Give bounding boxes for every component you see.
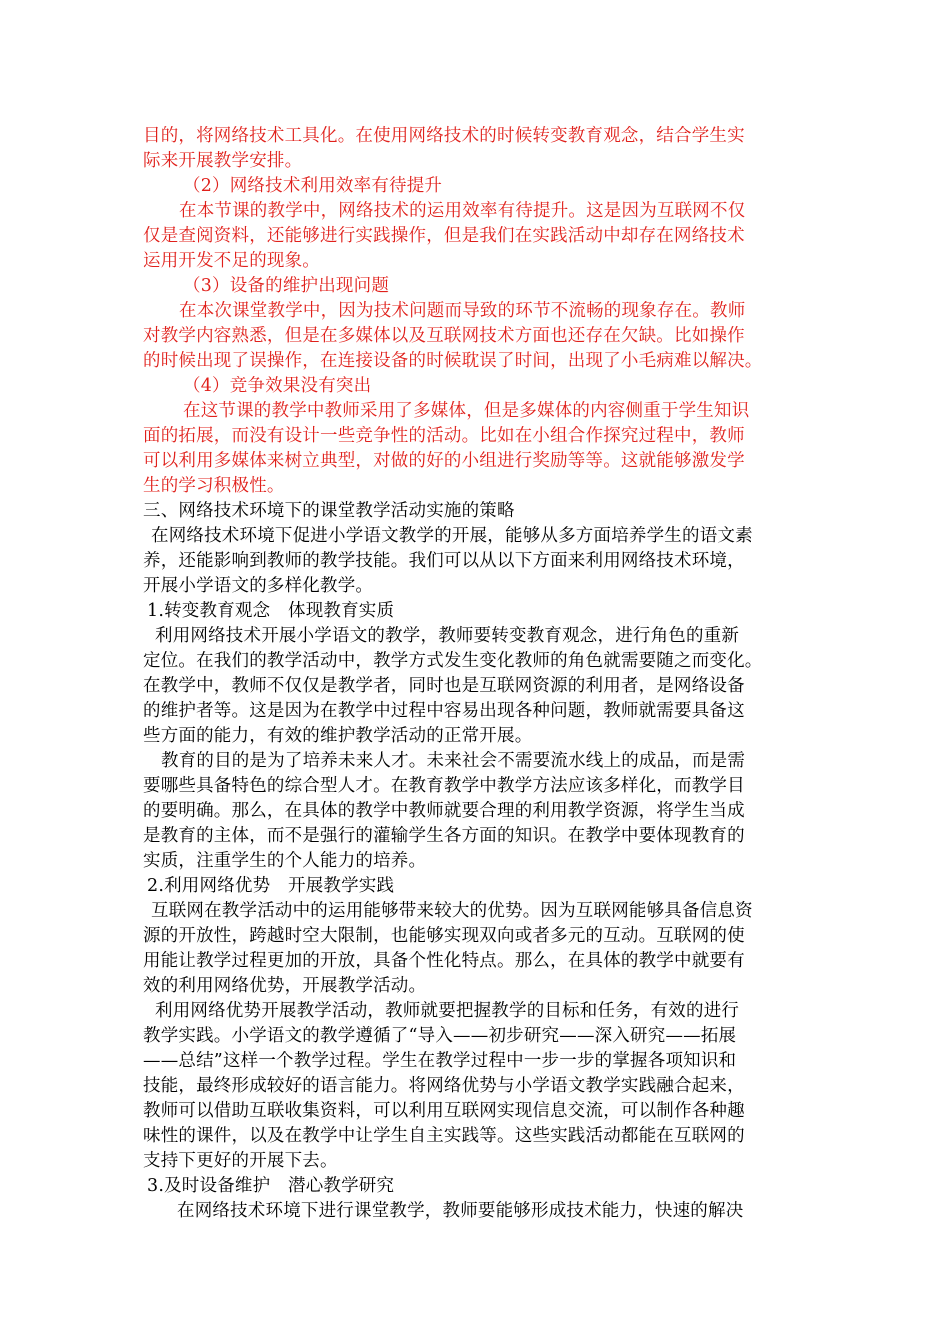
text-line: 教学实践。小学语文的教学遵循了“导入——初步研究——深入研究——拓展 <box>143 1026 737 1046</box>
text-line: 效的利用网络优势，开展教学活动。 <box>143 976 427 996</box>
text-line: 的维护者等。这是因为在教学中过程中容易出现各种问题，教师就需要具备这 <box>143 701 745 721</box>
text-line: 定位。在我们的教学活动中，教学方式发生变化教师的角色就需要随之而变化。 <box>143 651 763 671</box>
text-line: 互联网在教学活动中的运用能够带来较大的优势。因为互联网能够具备信息资 <box>151 901 753 921</box>
text-line: 味性的课件，以及在教学中让学生自主实践等。这些实践活动都能在互联网的 <box>143 1126 745 1146</box>
text-line: 在网络技术环境下进行课堂教学，教师要能够形成技术能力，快速的解决 <box>177 1201 744 1221</box>
text-line: 些方面的能力，有效的维护教学活动的正常开展。 <box>143 726 533 746</box>
text-line: 际来开展教学安排。 <box>143 151 303 171</box>
text-line: 教师可以借助互联收集资料，可以利用互联网实现信息交流，可以制作各种趣 <box>143 1101 745 1121</box>
text-line: 教育的目的是为了培养未来人才。未来社会不需要流水线上的成品，而是需 <box>161 751 746 771</box>
text-line: 2.利用网络优势 开展教学实践 <box>147 876 395 896</box>
text-line: 在网络技术环境下促进小学语文教学的开展，能够从多方面培养学生的语文素 <box>151 526 753 546</box>
text-line: 可以利用多媒体来树立典型，对做的好的小组进行奖励等等。这就能够激发学 <box>143 451 745 471</box>
text-line: 利用网络技术开展小学语文的教学，教师要转变教育观念，进行角色的重新 <box>155 626 740 646</box>
text-line: 三、网络技术环境下的课堂教学活动实施的策略 <box>143 501 515 521</box>
text-line: （4）竞争效果没有突出 <box>183 376 372 396</box>
text-line: 技能，最终形成较好的语言能力。将网络优势与小学语文教学实践融合起来， <box>143 1076 745 1096</box>
text-line: 的时候出现了误操作，在连接设备的时候耽误了时间，出现了小毛病难以解决。 <box>143 351 763 371</box>
text-line: 用能让教学过程更加的开放，具备个性化特点。那么，在具体的教学中就要有 <box>143 951 745 971</box>
document-page <box>143 124 813 1224</box>
text-line: ——总结”这样一个教学过程。学生在教学过程中一步一步的掌握各项知识和 <box>143 1051 737 1071</box>
text-line: 利用网络优势开展教学活动，教师就要把握教学的目标和任务，有效的进行 <box>155 1001 740 1021</box>
text-line: 面的拓展，而没有设计一些竞争性的活动。比如在小组合作探究过程中，教师 <box>143 426 745 446</box>
text-line: 实质，注重学生的个人能力的培养。 <box>143 851 427 871</box>
text-line: 对教学内容熟悉，但是在多媒体以及互联网技术方面也还存在欠缺。比如操作 <box>143 326 745 346</box>
text-line: 养，还能影响到教师的教学技能。我们可以从以下方面来利用网络技术环境， <box>143 551 745 571</box>
text-line: 3.及时设备维护 潜心教学研究 <box>147 1176 395 1196</box>
text-line: 在这节课的教学中教师采用了多媒体，但是多媒体的内容侧重于学生知识 <box>183 401 750 421</box>
text-line: 要哪些具备特色的综合型人才。在教育教学中教学方法应该多样化，而教学目 <box>143 776 745 796</box>
text-line: 目的，将网络技术工具化。在使用网络技术的时候转变教育观念，结合学生实 <box>143 126 745 146</box>
text-line: 生的学习积极性。 <box>143 476 285 496</box>
text-line: （3）设备的维护出现问题 <box>183 276 390 296</box>
text-line: 的要明确。那么，在具体的教学中教师就要合理的利用教学资源，将学生当成 <box>143 801 745 821</box>
text-line: 1.转变教育观念 体现教育实质 <box>147 601 395 621</box>
text-line: 在本次课堂教学中，因为技术问题而导致的环节不流畅的现象存在。教师 <box>179 301 746 321</box>
text-line: 源的开放性，跨越时空大限制，也能够实现双向或者多元的互动。互联网的使 <box>143 926 745 946</box>
text-line: 是教育的主体，而不是强行的灌输学生各方面的知识。在教学中要体现教育的 <box>143 826 745 846</box>
text-line: 在教学中，教师不仅仅是教学者，同时也是互联网资源的利用者，是网络设备 <box>143 676 745 696</box>
text-line: 仅是查阅资料，还能够进行实践操作，但是我们在实践活动中却存在网络技术 <box>143 226 745 246</box>
text-line: 支持下更好的开展下去。 <box>143 1151 338 1171</box>
text-line: 在本节课的教学中，网络技术的运用效率有待提升。这是因为互联网不仅 <box>179 201 746 221</box>
text-line: 开展小学语文的多样化教学。 <box>143 576 374 596</box>
text-line: 运用开发不足的现象。 <box>143 251 320 271</box>
text-line: （2）网络技术利用效率有待提升 <box>183 176 443 196</box>
